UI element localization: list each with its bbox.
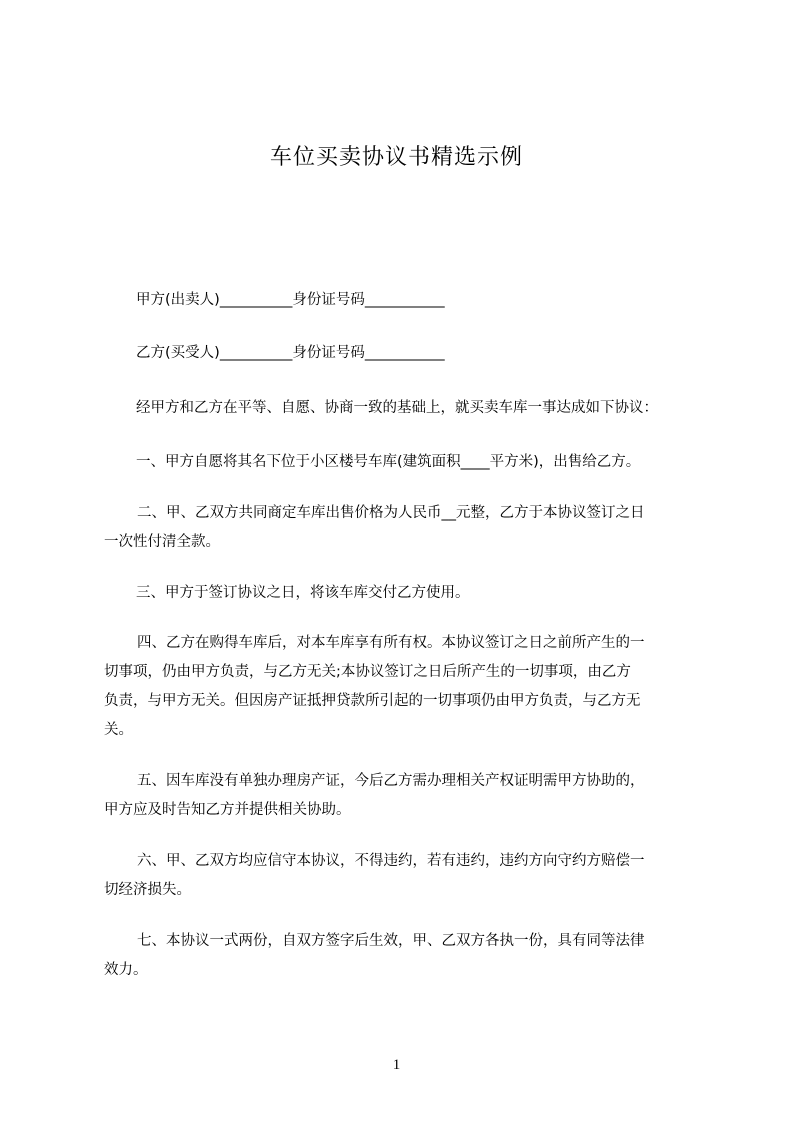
- clause-2: [104, 499, 704, 557]
- clause-6: [104, 847, 704, 905]
- document-title: 车位买卖协议书精选示例: [269, 145, 523, 170]
- intro-paragraph: 经甲方和乙方在平等、自愿、协商一致的基础上，就买卖车库一事达成如下协议：: [136, 400, 658, 416]
- page-number: 1: [392, 1057, 401, 1073]
- clause-3: 三、甲方于签订协议之日，将该车库交付乙方使用。: [136, 585, 470, 601]
- clause-2-line-1: 二、甲、乙双方共同商定车库出售价格为人民币__元整，乙方于本协议签订之日: [137, 505, 645, 521]
- clause-4: [104, 629, 704, 745]
- party-b-line: 乙方(买受人)__________身份证号码___________: [136, 345, 445, 361]
- clause-4-line-2: 切事项，仍由甲方负责，与乙方无关;本协议签订之日后所产生的一切事项，由乙方: [104, 664, 631, 680]
- clause-7-line-1: 七、本协议一式两份，自双方签字后生效，甲、乙双方各执一份，具有同等法律: [137, 933, 645, 949]
- clause-6-line-1: 六、甲、乙双方均应信守本协议，不得违约，若有违约，违约方向守约方赔偿一: [137, 853, 645, 869]
- clause-4-line-4: 关。: [104, 722, 133, 738]
- clause-7-line-2: 效力。: [104, 962, 148, 978]
- clause-4-line-3: 负责，与甲方无关。但因房产证抵押贷款所引起的一切事项仍由甲方负责，与乙方无: [104, 693, 641, 709]
- clause-4-line-1: 四、乙方在购得车库后，对本车库享有所有权。本协议签订之日之前所产生的一: [137, 635, 645, 651]
- clause-5-line-1: 五、因车库没有单独办理房产证，今后乙方需办理相关产权证明需甲方协助的，: [137, 773, 645, 789]
- clause-7: [104, 927, 704, 985]
- clause-5-line-2: 甲方应及时告知乙方并提供相关协助。: [104, 802, 351, 818]
- clause-2-line-2: 一次性付清全款。: [104, 534, 220, 550]
- clause-5: [104, 767, 704, 825]
- clause-1: 一、甲方自愿将其名下位于小区楼号车库(建筑面积____平方米)，出售给乙方。: [136, 454, 641, 470]
- clause-6-line-2: 切经济损失。: [104, 882, 191, 898]
- party-a-line: 甲方(出卖人)__________身份证号码___________: [136, 292, 445, 308]
